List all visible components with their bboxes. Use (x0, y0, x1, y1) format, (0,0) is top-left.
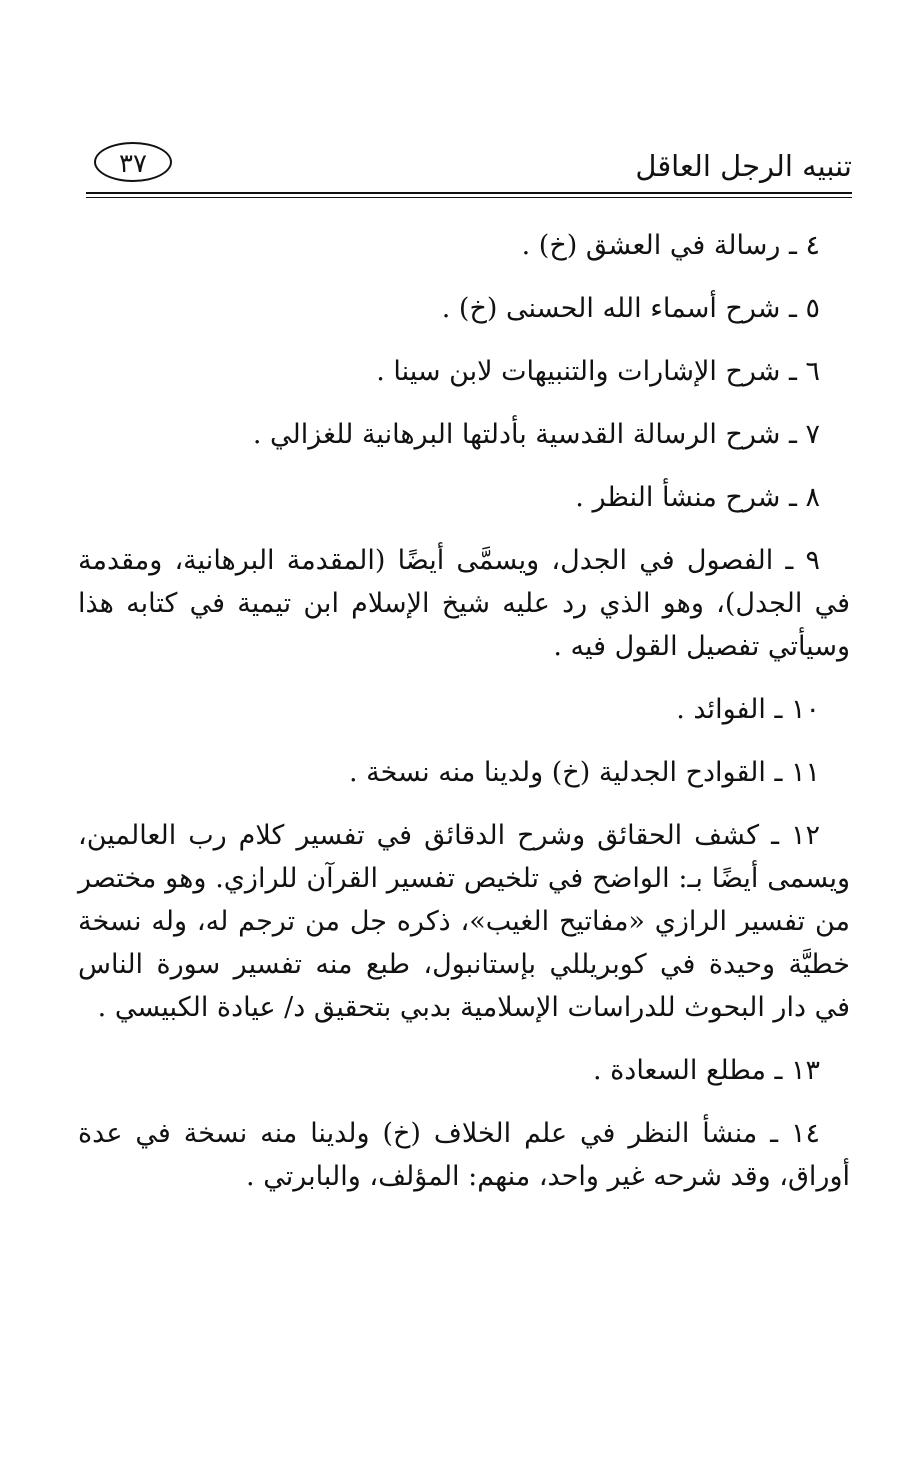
list-item: ٥ ـ شرح أسماء الله الحسنى (خ) . (441, 293, 820, 324)
list-item: ١٢ ـ كشف الحقائق وشرح الدقائق في تفسير كلام رب العالمين، ويسمى أيضًا بـ: الواضح في تلخيص تفسير القرآن للرازي. وهو مختصر من تفسير الرازي «مفاتيح الغيب»، ذكره جل من ترجم له، وله نسخة خطيَّة وحيدة في كوبريللي بإستانبول، طبع منه تفسير سورة الناس في دار البحوث للدراسات الإسلامية بدبي بتحقيق د/ عيادة الكبيسي . (78, 820, 850, 1023)
running-title: تنبيه الرجل العاقل (635, 149, 852, 183)
list-item: ١١ ـ القوادح الجدلية (خ) ولدينا منه نسخة . (348, 757, 820, 788)
list-item: ١٤ ـ منشأ النظر في علم الخلاف (خ) ولدينا منه نسخة في عدة أوراق، وقد شرحه غير واحد، منهم: المؤلف، والبابرتي . (78, 1118, 850, 1192)
page-header (86, 140, 852, 198)
list-item: ١٠ ـ الفوائد . (676, 694, 820, 725)
list-item: ٤ ـ رسالة في العشق (خ) . (521, 230, 820, 261)
page-number: ٣٧ (94, 142, 172, 182)
list-item: ١٣ ـ مطلع السعادة . (593, 1055, 820, 1086)
header-rule (86, 192, 852, 198)
list-item: ٨ ـ شرح منشأ النظر . (575, 482, 820, 513)
list-item: ٦ ـ شرح الإشارات والتنبيهات لابن سينا . (376, 356, 820, 387)
list-item: ٩ ـ الفصول في الجدل، ويسمَّى أيضًا (المقدمة البرهانية، ومقدمة في الجدل)، وهو الذي رد عليه شيخ الإسلام ابن تيمية في كتابه هذا وسيأتي تفصيل القول فيه . (78, 545, 850, 662)
page-body (78, 224, 850, 1218)
list-item: ٧ ـ شرح الرسالة القدسية بأدلتها البرهانية للغزالي . (252, 419, 820, 450)
